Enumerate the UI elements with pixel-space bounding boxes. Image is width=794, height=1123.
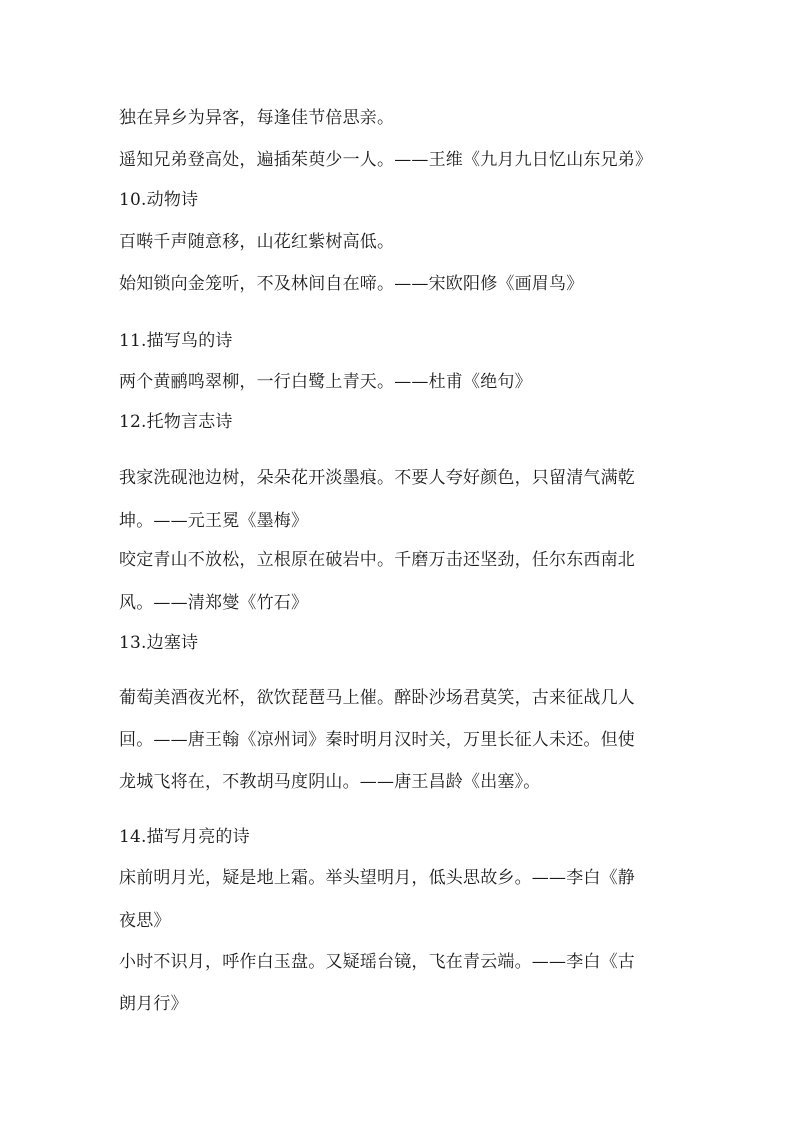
section-heading: 12.托物言志诗 bbox=[119, 412, 233, 432]
section-heading: 13.边塞诗 bbox=[119, 633, 199, 653]
poem-line: 始知锁向金笼听，不及林间自在啼。——宋欧阳修《画眉鸟》 bbox=[119, 274, 584, 294]
poem-line: 坤。——元王冕《墨梅》 bbox=[119, 511, 309, 531]
poem-line: 龙城飞将在，不教胡马度阴山。——唐王昌龄《出塞》。 bbox=[119, 772, 541, 792]
poem-line: 独在异乡为异客，每逢佳节倍思亲。 bbox=[119, 108, 395, 128]
poem-line: 小时不识月，呼作白玉盘。又疑瑶台镜，飞在青云端。——李白《古 bbox=[119, 952, 635, 972]
poem-line: 咬定青山不放松，立根原在破岩中。千磨万击还坚劲，任尔东西南北 bbox=[119, 550, 635, 570]
poem-line: 风。——清郑燮《竹石》 bbox=[119, 593, 309, 613]
poem-line: 两个黄鹂鸣翠柳，一行白鹭上青天。——杜甫《绝句》 bbox=[119, 372, 532, 392]
poem-line: 百啭千声随意移，山花红紫树高低。 bbox=[119, 232, 395, 252]
poem-line: 葡萄美酒夜光杯，欲饮琵琶马上催。醉卧沙场君莫笑，古来征战几人 bbox=[119, 688, 635, 708]
section-heading: 10.动物诗 bbox=[119, 190, 199, 210]
poem-line: 遥知兄弟登高处，遍插茱萸少一人。——王维《九月九日忆山东兄弟》 bbox=[119, 150, 653, 170]
poem-line: 朗月行》 bbox=[119, 994, 188, 1014]
poem-line: 床前明月光，疑是地上霜。举头望明月，低头思故乡。——李白《静 bbox=[119, 868, 635, 888]
section-heading: 14.描写月亮的诗 bbox=[119, 827, 250, 847]
poem-line: 我家洗砚池边树，朵朵花开淡墨痕。不要人夸好颜色，只留清气满乾 bbox=[119, 468, 635, 488]
poem-line: 夜思》 bbox=[119, 911, 171, 931]
section-heading: 11.描写鸟的诗 bbox=[119, 331, 233, 351]
poem-line: 回。——唐王翰《凉州词》秦时明月汉时关，万里长征人未还。但使 bbox=[119, 730, 635, 750]
